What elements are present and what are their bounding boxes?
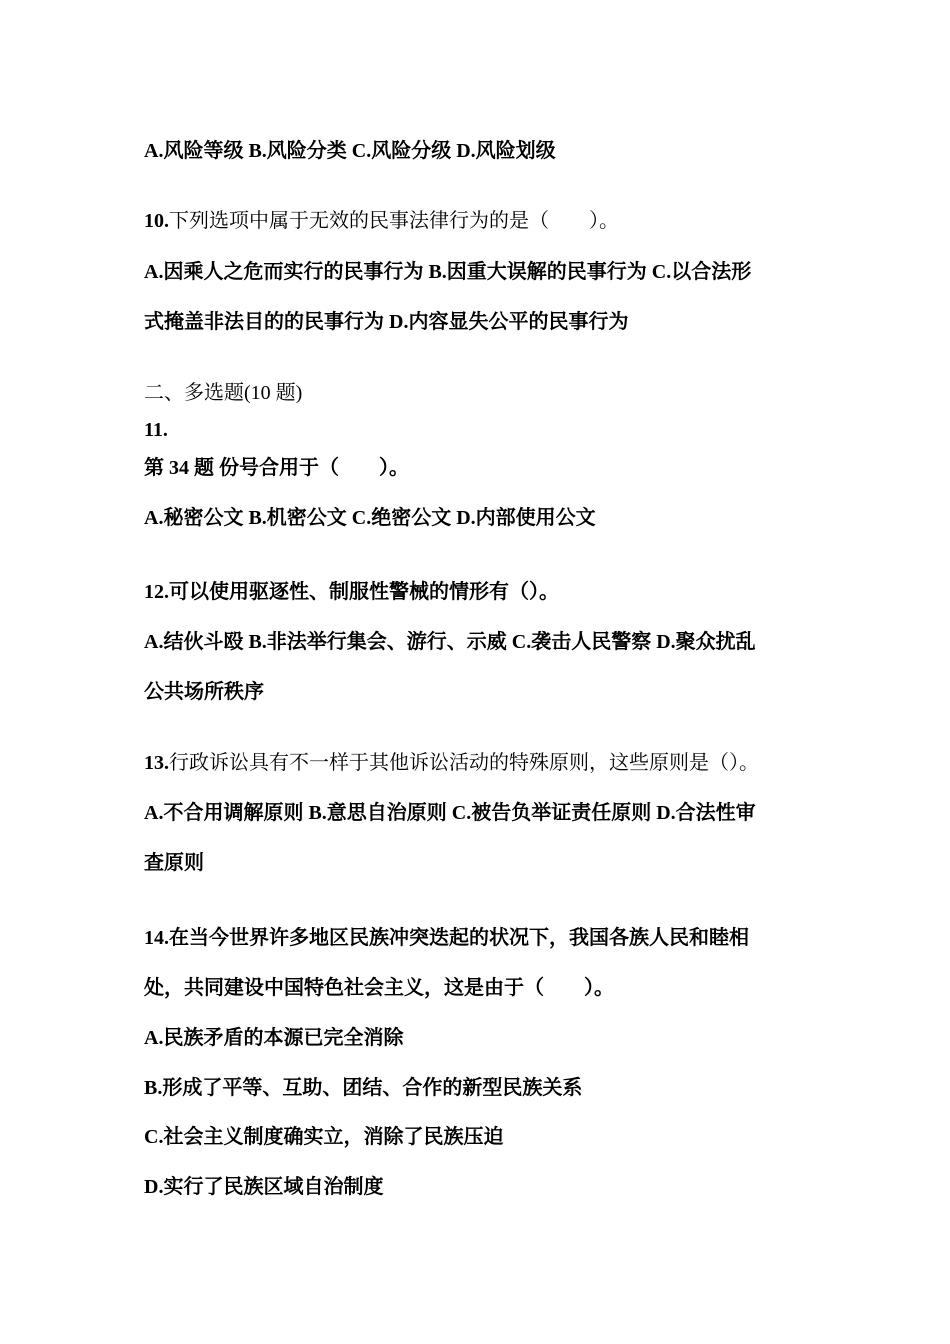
q11-number: 11. bbox=[144, 419, 168, 441]
section-heading: 二、多选题(10 题) bbox=[144, 382, 303, 404]
q10-stem-text: 下列选项中属于无效的民事法律行为的是（ ）。 bbox=[169, 210, 619, 232]
q11-stem: 第 34 题 份号合用于（ ）。 bbox=[144, 457, 409, 479]
q13-stem bbox=[144, 750, 824, 776]
q12-options-line2: 公共场所秩序 bbox=[144, 681, 264, 703]
q11-options: A.秘密公文 B.机密公文 C.绝密公文 D.内部使用公文 bbox=[144, 507, 596, 529]
q14-option-c: C.社会主义制度确实立，消除了民族压迫 bbox=[144, 1126, 504, 1148]
q14-option-a: A.民族矛盾的本源已完全消除 bbox=[144, 1027, 404, 1049]
q14-option-d: D.实行了民族区域自治制度 bbox=[144, 1176, 384, 1198]
q10-options-line2: 式掩盖非法目的的民事行为 D.内容显失公平的民事行为 bbox=[144, 311, 629, 333]
q12-options-line1: A.结伙斗殴 B.非法举行集会、游行、示威 C.袭击人民警察 D.聚众扰乱 bbox=[144, 631, 756, 653]
q14-stem-line1: 14.在当今世界许多地区民族冲突迭起的状况下，我国各族人民和睦相 bbox=[144, 927, 749, 949]
q13-options-line1: A.不合用调解原则 B.意思自治原则 C.被告负举证责任原则 D.合法性审 bbox=[144, 802, 756, 824]
q13-options-line2: 查原则 bbox=[144, 852, 204, 874]
q13-stem-text: 行政诉讼具有不一样于其他诉讼活动的特殊原则，这些原则是（）。 bbox=[169, 752, 759, 774]
q14-option-b: B.形成了平等、互助、团结、合作的新型民族关系 bbox=[144, 1077, 583, 1099]
q13-number: 13. bbox=[144, 752, 169, 774]
q12-stem: 12.可以使用驱逐性、制服性警械的情形有（）。 bbox=[144, 581, 559, 603]
q10-number: 10. bbox=[144, 210, 169, 232]
q9-options: A.风险等级 B.风险分类 C.风险分级 D.风险划级 bbox=[144, 140, 556, 162]
q10-stem bbox=[144, 208, 824, 234]
q10-options-line1: A.因乘人之危而实行的民事行为 B.因重大误解的民事行为 C.以合法形 bbox=[144, 261, 752, 283]
q14-stem-line2: 处，共同建设中国特色社会主义，这是由于（ ）。 bbox=[144, 977, 614, 999]
